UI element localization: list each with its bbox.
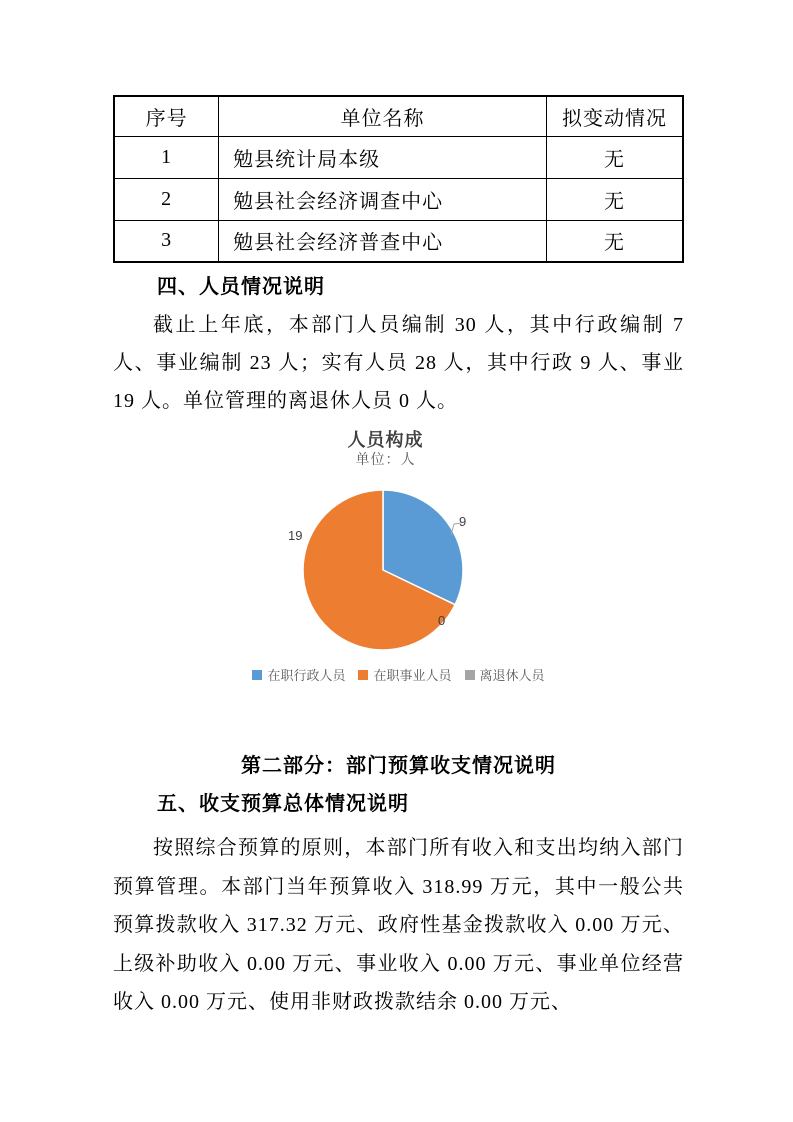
cell-unit-name: 勉县社会经济调查中心 — [219, 178, 547, 220]
legend-item-career — [358, 665, 451, 684]
legend-label-admin: 在职行政人员 — [267, 668, 346, 683]
org-units-table — [113, 95, 684, 263]
cell-index: 3 — [114, 220, 219, 262]
personnel-paragraph: 截止上年底，本部门人员编制 30 人，其中行政编制 7 人、事业编制 23 人；实有人员 28 人，其中行政 9 人、事业 19 人。单位管理的离退休人员 0 人。 — [113, 314, 684, 412]
section-heading-personnel: 四、人员情况说明 — [157, 276, 325, 298]
pie-value-label-career: 19 — [288, 528, 303, 543]
part2-title: 第二部分：部门预算收支情况说明 — [241, 755, 556, 777]
legend-swatch-retired-icon — [465, 670, 475, 680]
column-header-planned-change: 拟变动情况 — [546, 96, 683, 136]
budget-paragraph: 按照综合预算的原则，本部门所有收入和支出均纳入部门预算管理。本部门当年预算收入 318.99 万元，其中一般公共预算拨款收入 317.32 万元、政府性基金拨款收入 0.00 万元、上级补助收入 0.00 万元、事业收入 0.00 万元、事业单位经营收入 0.00 万元、使用非财政拨款结余 0.00 万元、 — [113, 837, 684, 1013]
cell-planned-change: 无 — [546, 136, 683, 178]
table-row — [114, 136, 683, 178]
table-header-row — [114, 96, 683, 136]
chart-legend — [113, 665, 684, 684]
cell-unit-name: 勉县统计局本级 — [219, 136, 547, 178]
legend-label-retired: 离退休人员 — [479, 668, 545, 683]
pie-value-label-retired: 0 — [438, 613, 446, 628]
chart-unit-subtitle: 单位：人 — [355, 451, 416, 467]
legend-swatch-career-icon — [358, 670, 368, 680]
cell-planned-change: 无 — [546, 178, 683, 220]
chart-title: 人员构成 — [347, 430, 424, 450]
cell-unit-name: 勉县社会经济普查中心 — [219, 220, 547, 262]
column-header-index: 序号 — [114, 96, 219, 136]
legend-swatch-admin-icon — [252, 670, 262, 680]
legend-item-retired — [465, 665, 545, 684]
cell-index: 2 — [114, 178, 219, 220]
pie-value-label-admin: 9 — [459, 514, 467, 529]
table-row — [114, 220, 683, 262]
table-row — [114, 178, 683, 220]
legend-label-career: 在职事业人员 — [373, 668, 452, 683]
legend-item-admin — [252, 665, 345, 684]
column-header-unit-name: 单位名称 — [219, 96, 547, 136]
pie-chart — [240, 478, 530, 668]
section-heading-budget: 五、收支预算总体情况说明 — [157, 793, 409, 815]
cell-index: 1 — [114, 136, 219, 178]
cell-planned-change: 无 — [546, 220, 683, 262]
